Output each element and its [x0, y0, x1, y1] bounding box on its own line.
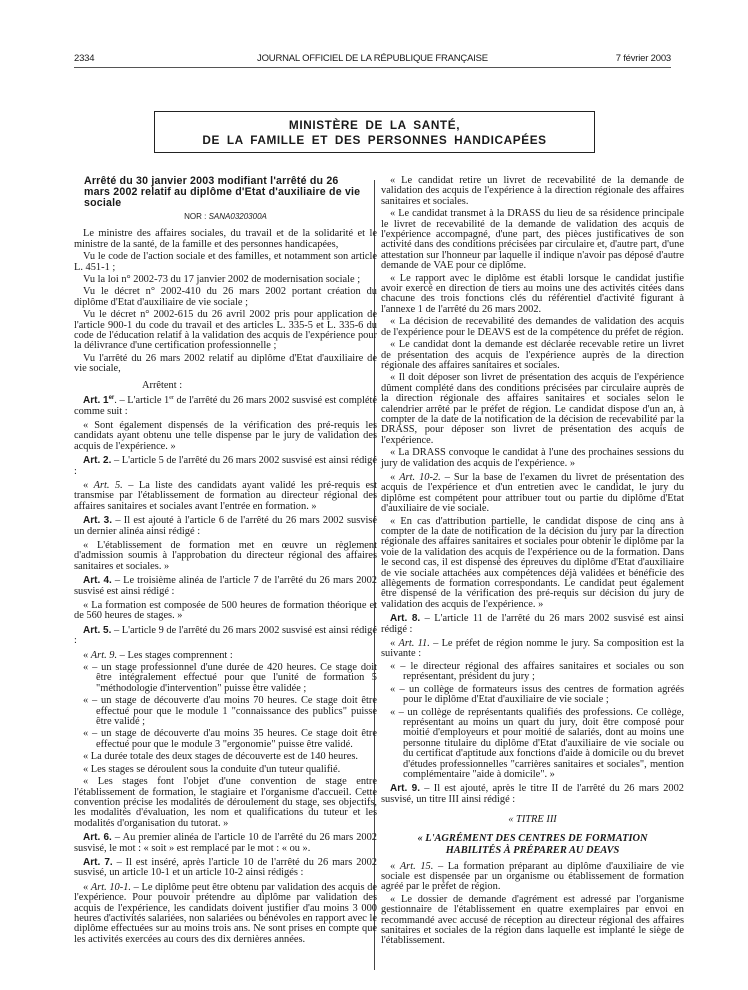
article-text: – Le troisième alinéa de l'article 7 de l'arrêté du 26 mars 2002 susvisé est ainsi rédigé : [74, 575, 377, 597]
quote-mark: « [390, 860, 400, 872]
list-item: « – un stage professionnel d'une durée de 420 heures. Ce stage doit être intégralement effectué pour que l'unité de formation 5 "méthodologie d'intervention" puisse être validée ; [83, 662, 377, 694]
ordinal-suffix: er [108, 395, 115, 402]
quote-paragraph: « Le rapport avec le diplôme est établi lorsque le candidat justifie avoir exercé en direction de tiers au moins une des activités citées dans chacune des trois fonctions clés du référentiel d'activité figurant à l'annexe 1 de l'arrêté du 26 mars 2002. [381, 272, 684, 315]
article-label [83, 395, 114, 406]
nor-value: SANA0320300A [208, 212, 267, 221]
article-label: Art. 9. [390, 783, 421, 795]
article-label: Art. 5. [83, 624, 112, 636]
quote-paragraph: « Le candidat dont la demande est déclarée recevable retire un livret de présentation des acquis de l'expérience auprès de la direction régionale des affaires sanitaires et sociales. [381, 339, 684, 371]
ministry-line-1: MINISTÈRE DE LA SANTÉ, [288, 118, 461, 132]
ministry-heading-box [154, 111, 595, 153]
article-label: Art. 8. [390, 613, 421, 625]
article-text: – L'article 11 de l'arrêté du 26 mars 2002 susvisé est ainsi rédigé : [381, 613, 684, 635]
nor-reference [74, 212, 377, 222]
quote-mark: « [83, 479, 94, 491]
quote-paragraph: « Le candidat retire un livret de recevabilité de la demande de validation des acquis de l'expérience à la direction régionale des affaires sanitaires et sociales. [381, 175, 684, 207]
titre-subheading-line-2: HABILITÉS À PRÉPARER AU DEAVS [445, 844, 620, 856]
article-15 [381, 862, 684, 893]
quote-mark: « [390, 638, 399, 650]
article-1-quote: « Sont également dispensés de la vérification des pré-requis les candidats ayant obtenu une telle dispense par le jury de validation des acquis de l'expérience. » [74, 419, 377, 452]
ordinal-suffix: er [169, 395, 174, 402]
list-item: « – un collège de représentants qualifiés des professions. Ce collège, représentant au moins un quart du jury, doit être composé pour moitié d'employeurs et pour moitié de salariés, dont au moins une personne titulaire du diplôme d'Etat d'auxiliaire de vie sociale ou du certificat d'aptitude aux fonctions d'aide à domicile ou du brevet d'études professionnelles "carrières sanitaires et sociales", mention complémentaire "aide à domicile". » [390, 706, 684, 780]
quote-paragraph: « Les stages se déroulent sous la conduite d'un tuteur qualifié. [83, 763, 341, 775]
list-item: « – le directeur régional des affaires sanitaires et sociales ou son représentant, président du jury ; [390, 660, 684, 683]
journal-title: JOURNAL OFFICIEL DE LA RÉPUBLIQUE FRANÇAISE [257, 53, 488, 64]
left-column [74, 176, 377, 947]
article-10-1 [74, 883, 377, 945]
article-2 [74, 456, 377, 477]
article-5 [74, 626, 377, 647]
quote-paragraph: « Les stages font l'objet d'une convention de stage entre l'établissement de formation, le stagiaire et l'organisme d'accueil. Cette convention précise les modalités de déroulement du stage, ses objectifs, les modalités d'évaluation, les nom et qualifications du tuteur et les modalités d'organisation du tutorat. » [74, 776, 377, 829]
quote-paragraph: « Le dossier de demande d'agrément est adressé par l'organisme gestionnaire de l'établissement en quatre exemplaires par envoi en recommandé avec accusé de réception au directeur régional des affaires sanitaires et sociales de la région dans laquelle est implanté le siège de l'établissement. [381, 893, 684, 947]
quoted-article-label: Art. 11. [398, 638, 430, 650]
preamble-paragraph: Vu le décret n° 2002-615 du 26 avril 2002 pris pour application de l'article 900-1 du code du travail et des articles L. 335-5 et L. 335-6 du code de l'éducation relatif à la validation des acquis de l'expérience pour la délivrance d'une certification professionnelle ; [74, 309, 377, 352]
article-text: . – L'article 1 [114, 395, 170, 407]
article-2-quote [74, 481, 377, 512]
quote-text: – Le préfet de région nomme le jury. Sa composition est la suivante : [381, 638, 684, 660]
issue-date: 7 février 2003 [615, 53, 671, 64]
article-9 [381, 784, 684, 805]
article-label: Art. 2. [83, 455, 112, 467]
article-text: de l'arrêté du 26 mars 2002 susvisé est complété comme suit : [74, 395, 378, 417]
article-5-quote-intro [74, 651, 377, 661]
preamble-paragraph: Vu l'arrêté du 26 mars 2002 relatif au diplôme d'Etat d'auxiliaire de vie sociale, [74, 352, 377, 375]
quote-mark: « [83, 881, 91, 893]
article-text: – L'article 5 de l'arrêté du 26 mars 2002 susvisé est ainsi rédigé : [74, 455, 377, 477]
article-label: Art. 6. [83, 832, 112, 844]
preamble-paragraph: Le ministre des affaires sociales, du travail et de la solidarité et le ministre de la santé, de la famille et des personnes handicapées, [74, 228, 377, 250]
quote-text: – La formation préparant au diplôme d'auxiliaire de vie sociale est dispensée par un organisme ou établissement de formation agréé par le préfet de région. [381, 860, 684, 893]
decree-title: Arrêté du 30 janvier 2003 modifiant l'arrêté du 26 mars 2002 relatif au diplôme d'Etat d'auxiliaire de vie sociale [84, 175, 361, 209]
article-11-intro [381, 639, 684, 660]
article-text: – Il est ajouté à l'article 6 de l'arrêté du 26 mars 2002 susvisé un dernier alinéa ainsi rédigé : [74, 515, 377, 537]
titre-heading: « TITRE III [508, 814, 557, 826]
article-label: Art. 4. [83, 575, 112, 587]
right-column [381, 176, 684, 949]
article-label: Art. 7. [83, 856, 113, 868]
article-10-2 [381, 473, 684, 515]
article-3-quote: « L'établissement de formation met en œuvre un règlement d'admission soumis à l'approbation du directeur régional des affaires sanitaires et sociales. » [74, 539, 377, 572]
quoted-article-label: Art. 15. [399, 860, 434, 872]
article-label: Art. 3. [83, 515, 113, 527]
preamble-paragraph: Vu le code de l'action sociale et des familles, et notamment son article L. 451-1 ; [74, 251, 377, 273]
quote-paragraph: « Le candidat transmet à la DRASS du lieu de sa résidence principale le livret de recevabilité de la demande de validation des acquis de l'expérience accompagné, d'une part, des pièces justificatives de son activité dans des conditions précisées par circulaire et, d'autre part, d'une attestation sur l'honneur par laquelle il indique n'avoir pas déposé d'autre demande de VAE pour ce diplôme. [381, 208, 684, 272]
article-8 [381, 614, 684, 635]
arretent-heading: Arrêtent : [142, 379, 183, 391]
article-4 [74, 576, 377, 597]
quote-text: – Les stages comprennent : [117, 649, 233, 661]
running-header [74, 53, 671, 67]
article-1 [74, 396, 377, 417]
quote-mark: « [83, 649, 91, 661]
quoted-article-label: Art. 10-1. [90, 881, 132, 893]
nor-label: NOR : [184, 212, 207, 221]
article-text: – Il est ajouté, après le titre II de l'arrêté du 26 mars 2002 susvisé, un titre III ainsi rédigé : [381, 783, 685, 805]
header-rule [74, 67, 671, 68]
article-7 [74, 858, 377, 879]
list-item: « – un stage de découverte d'au moins 35 heures. Ce stage doit être effectué pour que le module 3 "ergonomie" puisse être validé. [83, 728, 377, 750]
quote-text: – Le diplôme peut être obtenu par validation des acquis de l'expérience. Pour pouvoir prétendre au diplôme par validation des acquis de l'expérience, les candidats doivent justifier d'au moins 3 000 heures d'activités salariées, non salariées ou bénévoles en rapport avec le diplôme effectuées sur au moins trois ans. Ne sont prises en compte que les activités exercées au cours des dix dernières années. [74, 881, 378, 945]
article-4-quote: « La formation est composée de 500 heures de formation théorique et de 560 heures de stages. » [74, 600, 377, 622]
preamble-paragraph: Vu le décret n° 2002-410 du 26 mars 2002 portant création du diplôme d'Etat d'auxiliaire de vie sociale ; [74, 286, 377, 308]
titre-subheading-line-1: « L'AGRÉMENT DES CENTRES DE FORMATION [417, 832, 648, 844]
article-number: Art. 1 [83, 395, 109, 407]
quoted-article-label: Art. 5. [93, 479, 123, 491]
article-text: – Au premier alinéa de l'article 10 de l'arrêté du 26 mars 2002 susvisé, le mot : « soit » est remplacé par le mot : « ou ». [74, 832, 377, 854]
quote-text: – La liste des candidats ayant validé les pré-requis est transmise par l'établissement de formation au directeur régional des affaires sanitaires et sociales avant l'entrée en formation. » [74, 479, 377, 512]
quote-paragraph: « Il doit déposer son livret de présentation des acquis de l'expérience dûment complété dans des conditions précisées par circulaire auprès de la direction régionale des affaires sanitaires et sociales selon le calendrier arrêté par le préfet de région. Le candidat dispose d'un an, à compter de la date de la notification de la décision de recevabilité par la DRASS, pour déposer son livret de présentation des acquis de l'expérience. [381, 372, 684, 446]
list-item: « – un stage de découverte d'au moins 70 heures. Ce stage doit être effectué pour que le module 1 "connaissance des publics" puisse être validé ; [83, 695, 377, 728]
article-3 [74, 516, 377, 537]
page-number: 2334 [74, 53, 95, 64]
quote-paragraph: « La décision de recevabilité des demandes de validation des acquis de l'expérience pour le DEAVS est de la compétence du préfet de région. [381, 316, 684, 338]
ministry-line-2: DE LA FAMILLE ET DES PERSONNES HANDICAPÉES [202, 133, 547, 147]
preamble-paragraph: Vu la loi n° 2002-73 du 17 janvier 2002 de modernisation sociale ; [83, 274, 361, 286]
article-text: – L'article 9 de l'arrêté du 26 mars 2002 susvisé est ainsi rédigé : [74, 624, 377, 647]
quote-paragraph: « En cas d'attribution partielle, le candidat dispose de cinq ans à compter de la date de notification de la décision du jury par la direction régionale des affaires sanitaires et sociales pour obtenir le diplôme par la voie de la validation des acquis de l'expérience ou de la formation. Dans le second cas, il est dispensé des épreuves du diplôme d'Etat d'auxiliaire de vie sociale attachées aux compétences déjà validées et bénéficie des allègements de formation correspondants. Le candidat peut également être dispensé de la vérification des pré-requis sur décision du jury de validation des acquis de l'expérience. » [381, 515, 684, 610]
quote-mark: « [390, 471, 400, 483]
quoted-article-label: Art. 9. [90, 649, 118, 661]
quote-paragraph: « La durée totale des deux stages de découverte est de 140 heures. [83, 751, 358, 763]
article-6 [74, 833, 377, 854]
article-text: – Il est inséré, après l'article 10 de l'arrêté du 26 mars 2002 susvisé, un article 10-1 et un article 10-2 ainsi rédigés : [74, 856, 377, 879]
quoted-article-label: Art. 10-2. [399, 471, 441, 483]
list-item: « – un collège de formateurs issus des centres de formation agréés pour le diplôme d'Etat d'auxiliaire de vie sociale ; [390, 683, 684, 706]
quote-text: – Sur la base de l'examen du livret de présentation des acquis de l'expérience et d'un entretien avec le candidat, le jury du diplôme est compétent pour attribuer tout ou partie du diplôme d'Etat d'auxiliaire de vie sociale. [381, 471, 684, 515]
titre-subheading [381, 833, 684, 857]
quote-paragraph: « La DRASS convoque le candidat à l'une des prochaines sessions du jury de validation des acquis de l'expérience. » [381, 447, 684, 469]
